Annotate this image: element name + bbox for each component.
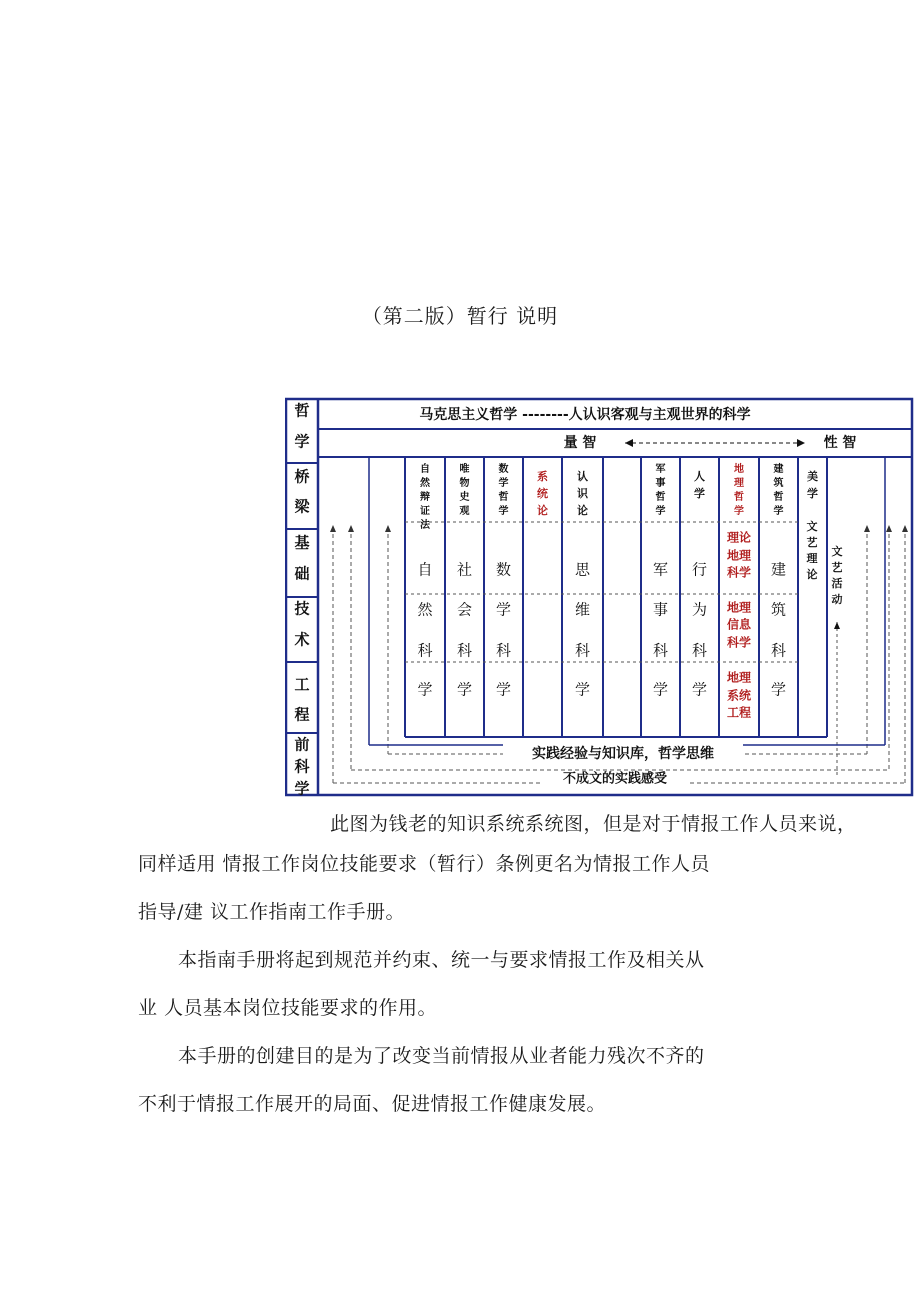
diagram-header-title: 马克思主义哲学 --------人认识客观与主观世界的科学 [419,407,751,423]
bridge-label-2-char-2: 哲 [498,492,509,503]
level-label-6: 技 [294,599,310,618]
bottom-label-practice: 实践经验与知识库，哲学思维 [532,746,714,762]
arts-activity-label-char-3: 动 [831,593,843,606]
axis-right-label: 性 智 [823,435,857,451]
bridge-label-0-char-1: 然 [420,478,430,489]
diagram-frame [286,399,912,795]
science-label-4-3: 学 [574,680,591,699]
science-label-0-0: 自 [417,560,433,579]
paragraph-1-line-2: 同样适用 情报工作岗位技能要求（暂行）条例更名为情报工作人员 [138,853,711,875]
arts-theory-label-char-1: 艺 [806,536,818,549]
paragraph-2-line-2: 业 人员基本岗位技能要求的作用。 [138,997,438,1019]
geo-block-0-row-0: 理论 [726,530,752,545]
bridge-label-7-char-1: 学 [694,487,705,500]
bridge-label-3-char-2: 论 [537,504,548,517]
bridge-label-3-char-1: 统 [537,487,548,500]
arts-activity-label-char-1: 艺 [831,561,843,574]
science-label-1-3: 学 [456,680,473,699]
science-label-0-2: 科 [417,641,433,660]
science-label-6-2: 科 [652,641,669,660]
knowledge-system-diagram [285,397,915,799]
bridge-label-0-char-3: 证 [420,506,430,517]
bridge-label-8-char-0: 地 [734,464,744,475]
bridge-label-7-char-0: 人 [694,470,705,483]
bridge-label-4-char-2: 论 [577,504,588,517]
level-label-12: 学 [294,779,310,798]
science-label-4-1: 维 [574,600,591,619]
science-label-7-2: 科 [691,641,708,660]
science-label-4-0: 思 [574,560,591,579]
bridge-label-0-char-4: 法 [420,520,430,531]
bridge-label-4-char-0: 认 [577,470,588,483]
science-label-7-0: 行 [691,560,708,579]
bridge-label-6-char-0: 军 [655,464,666,475]
bridge-label-1-char-2: 史 [459,492,470,503]
bridge-label-8-char-1: 理 [734,478,744,489]
science-label-0-3: 学 [417,680,433,699]
science-label-9-1: 筑 [770,600,787,619]
bridge-label-6-char-3: 学 [655,506,666,517]
level-label-7: 术 [294,630,310,649]
science-label-2-2: 科 [495,641,512,660]
bridge-label-4-char-1: 识 [577,487,588,500]
science-label-7-1: 为 [691,600,708,619]
science-label-1-1: 会 [456,600,473,619]
science-label-4-2: 科 [574,641,591,660]
bridge-label-9-char-1: 筑 [773,478,784,489]
science-label-2-3: 学 [495,680,512,699]
paragraph-1-line-1: 此图为钱老的知识系统系统图，但是对于情报工作人员来说， [330,813,857,835]
bottom-label-tacit: 不成文的实践感受 [562,771,668,787]
level-label-2: 桥 [294,467,310,486]
science-label-6-0: 军 [652,560,669,579]
level-label-1: 学 [294,432,310,451]
axis-left-label: 量 智 [563,435,597,451]
bridge-label-6-char-1: 事 [655,478,666,489]
bridge-label-2-char-3: 学 [498,506,509,517]
bridge-label-1-char-1: 物 [459,478,470,489]
science-label-6-3: 学 [652,680,669,699]
geo-block-2-row-2: 工程 [726,705,752,720]
bridge-label-1-char-0: 唯 [459,464,470,475]
level-label-9: 程 [294,705,310,724]
arts-activity-label-char-2: 活 [831,577,843,590]
geo-block-1-row-0: 地理 [726,600,752,615]
science-label-2-1: 学 [495,600,512,619]
geo-block-0-row-2: 科学 [726,565,752,580]
level-label-0: 哲 [294,401,310,420]
science-label-2-0: 数 [495,560,512,579]
bridge-label-0-char-0: 自 [420,464,430,475]
geo-block-0-row-1: 地理 [726,548,752,563]
paragraph-3-line-1: 本手册的创建目的是为了改变当前情报从业者能力残次不齐的 [178,1045,705,1067]
arts-theory-label-char-0: 文 [806,520,818,533]
geo-block-2-row-0: 地理 [726,670,752,685]
bridge-label-1-char-3: 观 [459,506,470,517]
bridge-label-8-char-3: 学 [734,506,744,517]
bridge-label-3-char-0: 系 [537,470,548,483]
bridge-label-9-char-2: 哲 [773,492,784,503]
bridge-label-9-char-3: 学 [773,506,784,517]
paragraph-2-line-1: 本指南手册将起到规范并约束、统一与要求情报工作及相关从 [178,949,705,971]
document-title: （第二版）暂行 说明 [361,304,559,328]
paragraph-3-line-2: 不利于情报工作展开的局面、促进情报工作健康发展。 [138,1093,607,1115]
science-label-1-2: 科 [456,641,473,660]
level-label-11: 科 [294,757,310,776]
geo-block-2-row-1: 系统 [726,688,752,703]
bridge-label-10-char-0: 美 [807,470,818,483]
geo-block-1-row-1: 信息 [726,617,752,632]
bridge-label-2-char-0: 数 [498,464,509,475]
level-label-8: 工 [294,675,310,694]
level-label-5: 础 [294,564,310,583]
paragraph-1-line-3: 指导/建 议工作指南工作手册。 [138,901,405,923]
science-label-9-3: 学 [770,680,787,699]
geo-block-1-row-2: 科学 [726,635,752,650]
bridge-label-0-char-2: 辩 [420,492,430,503]
science-label-7-3: 学 [691,680,708,699]
level-label-4: 基 [294,533,310,552]
arts-theory-label-char-3: 论 [806,568,818,581]
science-label-1-0: 社 [456,560,473,579]
science-label-6-1: 事 [652,600,669,619]
science-label-9-0: 建 [770,560,787,579]
bridge-label-6-char-2: 哲 [655,492,666,503]
arts-theory-label-char-2: 理 [806,552,818,565]
level-label-10: 前 [294,735,310,754]
bridge-label-10-char-1: 学 [807,487,818,500]
arts-activity-label-char-0: 文 [831,545,843,558]
level-label-3: 梁 [294,497,310,516]
bridge-label-9-char-0: 建 [773,464,784,475]
bridge-label-2-char-1: 学 [498,478,509,489]
bridge-label-8-char-2: 哲 [734,492,744,503]
science-label-9-2: 科 [770,641,787,660]
science-label-0-1: 然 [417,600,433,619]
